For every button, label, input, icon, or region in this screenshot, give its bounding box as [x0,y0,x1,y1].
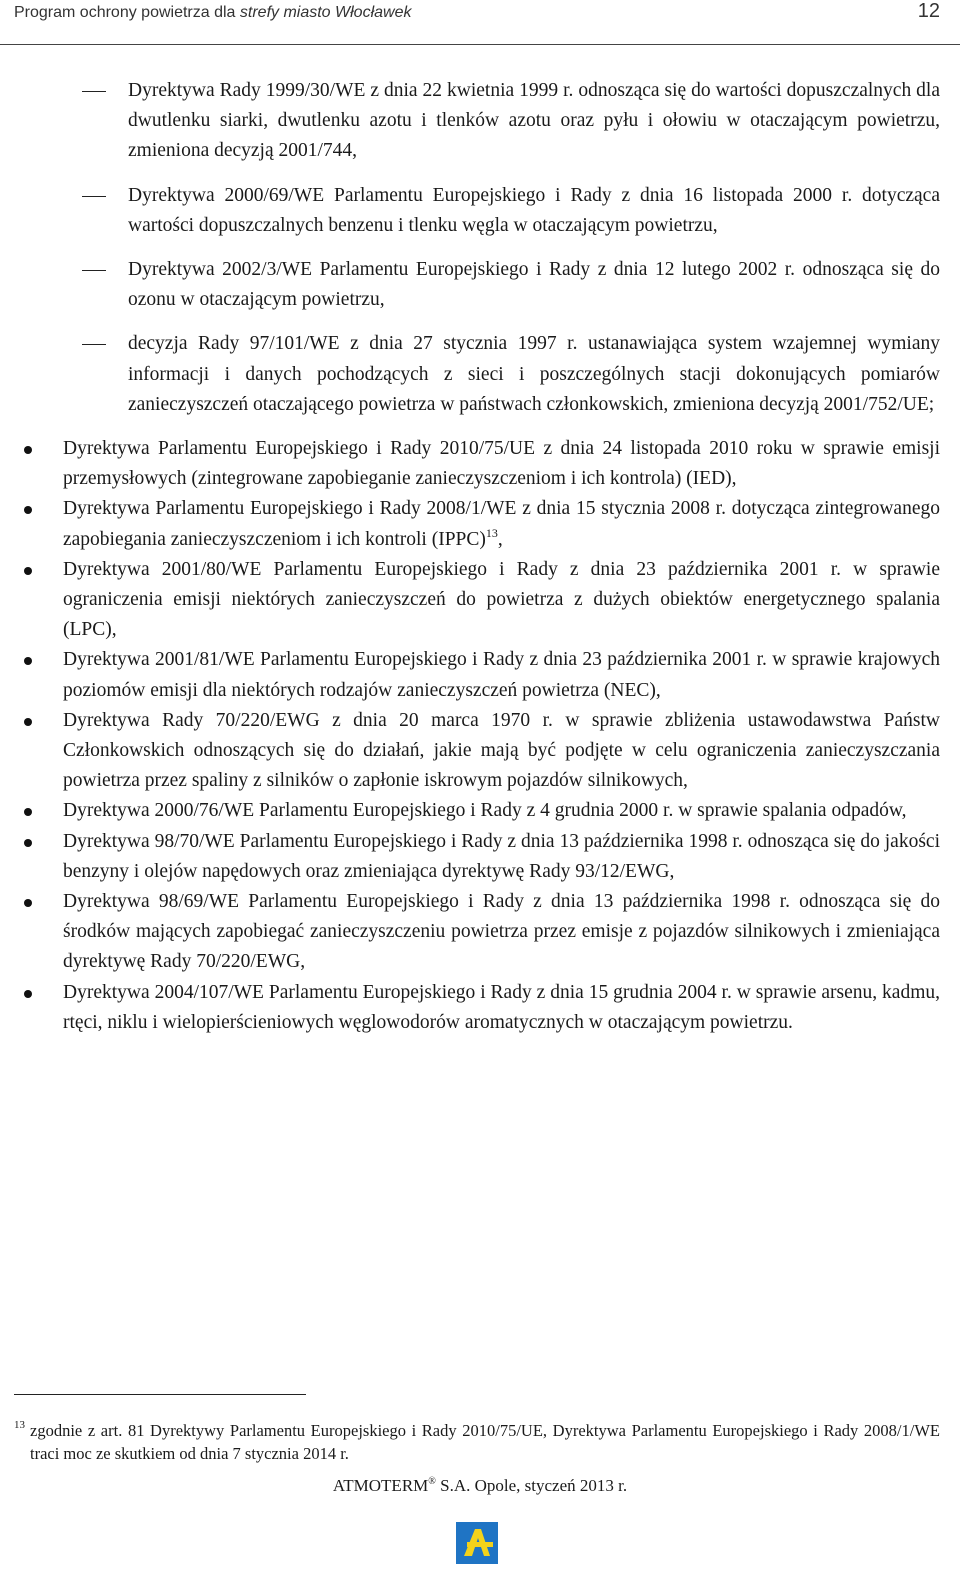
page-header [0,0,960,46]
bullet-list-item: Dyrektywa 2001/81/WE Parlamentu Europejskiego i Rady z dnia 23 października 2001 r. w sprawie krajowych poziomów emisji dla niektórych rodzajów zanieczyszczeń powietrza (NEC), [0,645,960,705]
dash-marker [82,196,106,197]
logo-crossbar [467,1542,493,1547]
bullet-list-item: Dyrektywa Rady 70/220/EWG z dnia 20 marca 1970 r. w sprawie zbliżenia ustawodawstwa Państw Członkowskich odnoszących się do działań, jakie mają być podjęte w celu ograniczenia zanieczyszczania powietrza przez spaliny z silników o zapłonie iskrowym pojazdów silnikowych, [0,706,960,797]
dash-list-item: decyzja Rady 97/101/WE z dnia 27 stycznia 1997 r. ustanawiająca system wzajemnej wymiany informacji i danych pochodzących z sieci i poszczególnych stacji dokonujących pomiarów zanieczyszczeń otaczającego powietrza w państwach członkowskich, zmieniona decyzją 2001/752/UE; [0,329,960,420]
footnote-text: zgodnie z art. 81 Dyrektywy Parlamentu Europejskiego i Rady 2010/75/UE, Dyrektywa Parlamentu Europejskiego i Rady 2008/1/WE traci moc ze skutkiem od dnia 7 stycznia 2014 r. [30,1421,940,1463]
document-title-italic: strefy miasto Włocławek [239,4,412,21]
dash-marker [82,344,106,345]
bullet-list-item: Dyrektywa 98/69/WE Parlamentu Europejskiego i Rady z dnia 13 października 1998 r. odnosząca się do środków mających zapobiegać zanieczyszczeniu powietrza przez emisje z pojazdów silnikowych i zmieniająca dyrektywę Rady 70/220/EWG, [0,887,960,978]
bullet-marker [24,718,32,726]
footnote [14,1420,940,1465]
page-number: 12 [917,0,940,22]
bullet-list-item: Dyrektywa 2004/107/WE Parlamentu Europejskiego i Rady z dnia 15 grudnia 2004 r. w sprawie arsenu, kadmu, rtęci, niklu i wielopierścieniowych węglowodorów aromatycznych w otaczającym powietrzu. [0,978,960,1038]
bullet-list-item: Dyrektywa 98/70/WE Parlamentu Europejskiego i Rady z dnia 13 października 1998 r. odnosząca się do jakości benzyny i olejów napędowych oraz zmieniająca dyrektywę Rady 93/12/EWG, [0,827,960,887]
dash-marker [82,270,106,271]
bullet-marker [24,808,32,816]
registered-mark: ® [428,1476,436,1487]
bullet-marker [24,446,32,454]
dash-marker [82,91,106,92]
bullet-marker [24,839,32,847]
footnote-number: 13 [14,1419,25,1431]
footer-company: ATMOTERM [332,1476,429,1495]
page-footer [0,1476,960,1496]
bullet-marker [24,990,32,998]
footnote-divider [14,1394,306,1395]
document-title: Program ochrony powietrza dla strefy miasto Włocławek [14,4,412,21]
bullet-marker [24,657,32,665]
bullet-list-item: Dyrektywa 2001/80/WE Parlamentu Europejskiego i Rady z dnia 23 października 2001 r. w sprawie ograniczenia emisji niektórych zanieczyszczeń do powietrza z dużych obiektów energetycznego spalania (LPC), [0,555,960,646]
dash-list-item: Dyrektywa 2002/3/WE Parlamentu Europejskiego i Rady z dnia 12 lutego 2002 r. odnosząca się do ozonu w otaczającym powietrzu, [0,255,960,315]
footer-rest: S.A. Opole, styczeń 2013 r. [435,1476,628,1495]
main-content [0,76,960,1038]
bullet-list [0,434,960,1038]
bullet-list-item: Dyrektywa Parlamentu Europejskiego i Rady 2010/75/UE z dnia 24 listopada 2010 roku w sprawie emisji przemysłowych (zintegrowane zapobieganie zanieczyszczeniom i ich kontrola) (IED), [0,434,960,494]
header-divider [0,44,960,45]
bullet-list-item: Dyrektywa 2000/76/WE Parlamentu Europejskiego i Rady z 4 grudnia 2000 r. w sprawie spalania odpadów, [0,796,960,826]
bullet-marker [24,506,32,514]
dash-list-item: Dyrektywa Rady 1999/30/WE z dnia 22 kwietnia 1999 r. odnosząca się do wartości dopuszczalnych dla dwutlenku siarki, dwutlenku azotu i tlenków azotu oraz pyłu i ołowiu w otaczającym powietrzu, zmieniona decyzją 2001/744, [0,76,960,167]
atmoterm-logo-icon [456,1522,498,1564]
dash-list [0,76,960,420]
bullet-marker [24,567,32,575]
footnote-reference[interactable]: 13 [485,525,498,540]
bullet-marker [24,899,32,907]
dash-list-item: Dyrektywa 2000/69/WE Parlamentu Europejskiego i Rady z dnia 16 listopada 2000 r. dotycząca wartości dopuszczalnych benzenu i tlenku węgla w otaczającym powietrzu, [0,181,960,241]
bullet-list-item: Dyrektywa Parlamentu Europejskiego i Rady 2008/1/WE z dnia 15 stycznia 2008 r. dotycząca zintegrowanego zapobiegania zanieczyszczeniom i ich kontroli (IPPC)$^{13}$, [0,494,960,554]
